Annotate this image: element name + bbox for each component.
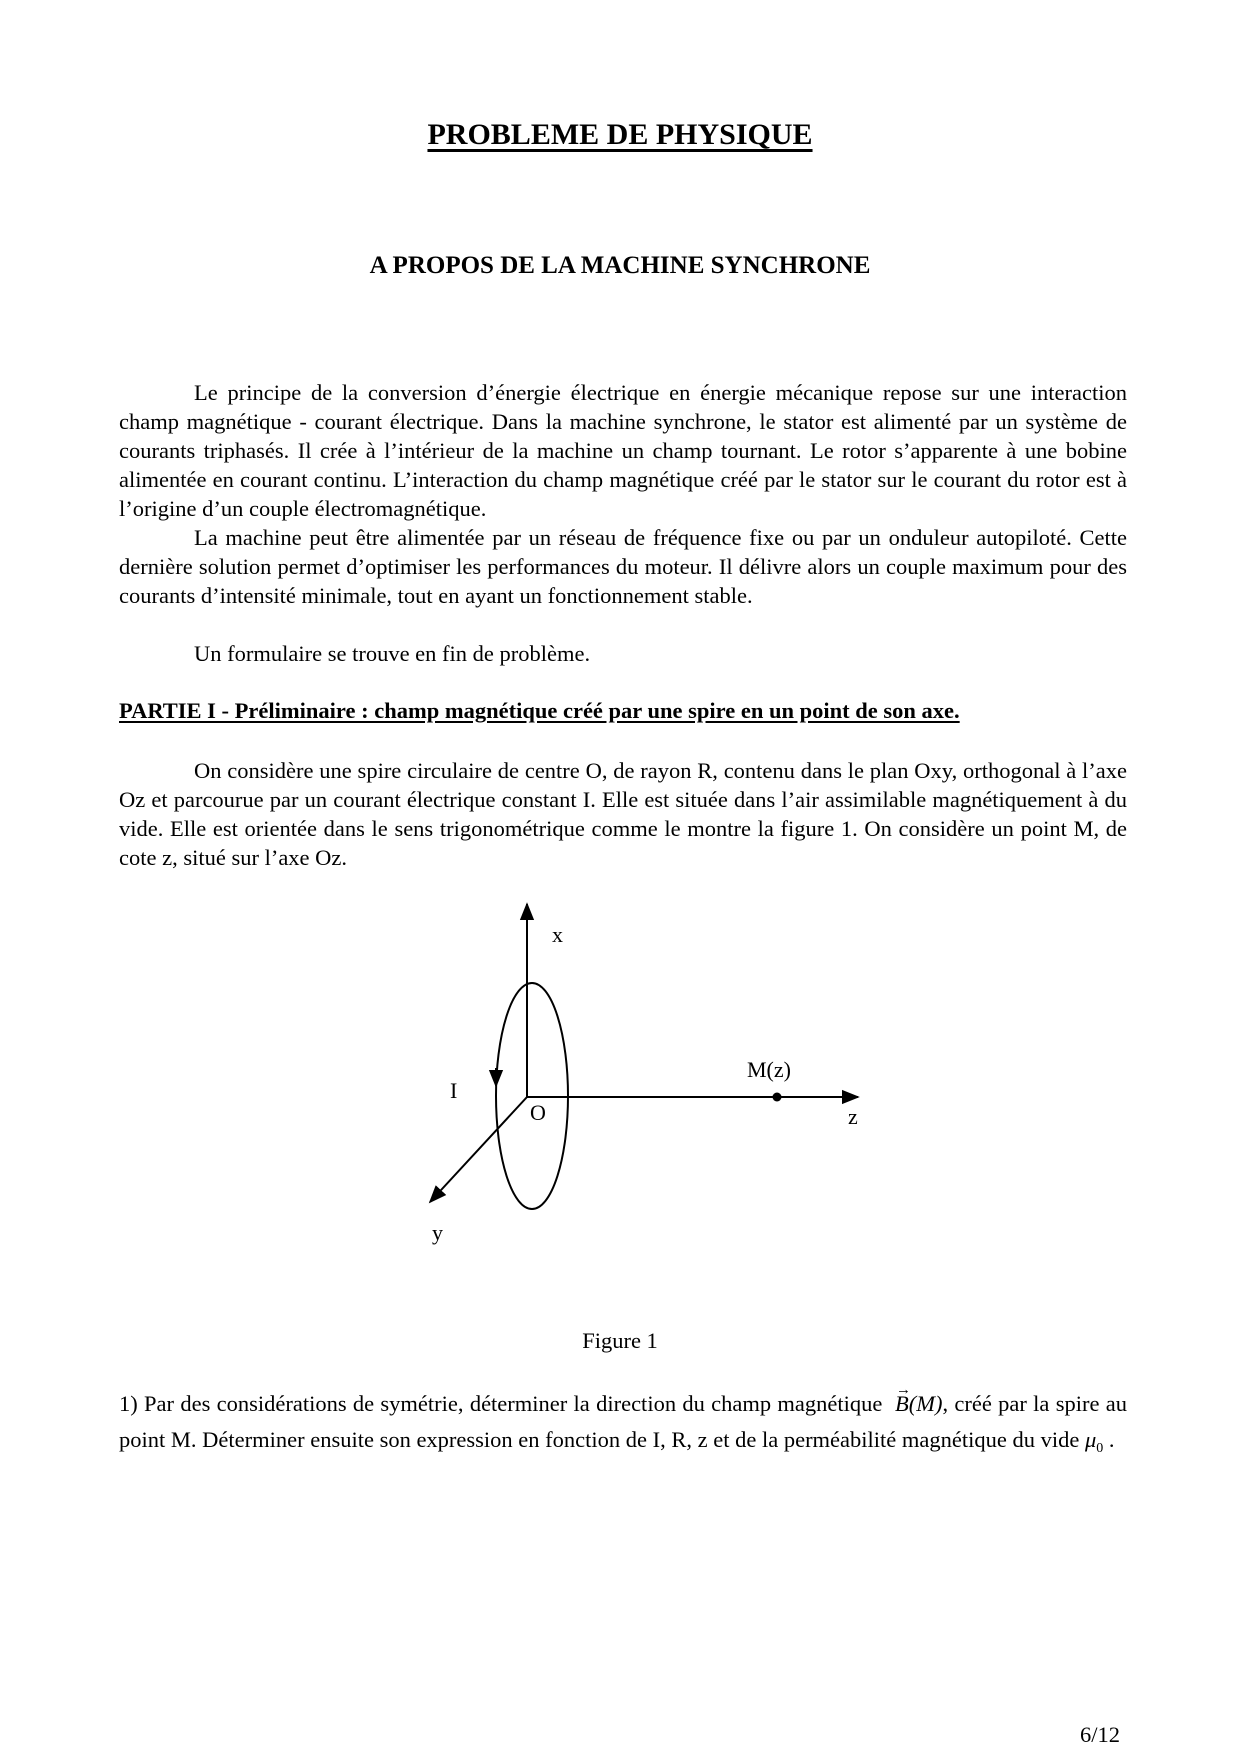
label-z: z — [848, 1104, 858, 1129]
figure-1-diagram — [400, 890, 880, 1250]
question-1-text-a: 1) Par des considérations de symétrie, déterminer la direction du champ magnétique — [119, 1391, 889, 1416]
page-number: 6/12 — [1080, 1722, 1121, 1747]
page-title: PROBLEME DE PHYSIQUE — [427, 118, 813, 151]
question-1-text-b: , créé par la spire au point M. Déterminer ensuite son expression en fonction de I, R, z et de la perméabilité magnétique du vide — [119, 1391, 1127, 1452]
intro-paragraph-2: La machine peut être alimentée par un réseau de fréquence fixe ou par un onduleur autopiloté. Cette dernière solution permet d’optimiser les performances du moteur. Il délivre alors un couple maximum pour des courants d’intensité minimale, tout en ayant un fonctionnement stable. — [119, 525, 1127, 608]
field-b-argument: (M) — [908, 1391, 943, 1416]
field-b-vector: → B — [895, 1386, 909, 1422]
question-1-text-c: . — [1103, 1427, 1115, 1452]
part-1-paragraph: On considère une spire circulaire de centre O, de rayon R, contenu dans le plan Oxy, orthogonal à l’axe Oz et parcourue par un courant électrique constant I. Elle est située dans l’air assimilable magnétiquement à du vide. Elle est orientée dans le sens trigonométrique comme le montre la figure 1. On considère un point M, de cote z, situé sur l’axe Oz. — [119, 758, 1127, 870]
intro-paragraph-1: Le principe de la conversion d’énergie électrique en énergie mécanique repose sur une interaction champ magnétique - courant électrique. Dans la machine synchrone, le stator est alimenté par un système de courants triphasés. Il crée à l’intérieur de la machine un champ tournant. Le rotor s’apparente à une bobine alimentée en courant continu. L’interaction du champ magnétique créé par le stator sur le courant du rotor est à l’origine d’un couple électromagnétique. — [119, 380, 1127, 521]
label-x: x — [552, 922, 563, 947]
question-1 — [119, 1386, 1127, 1467]
mu-symbol: μ — [1084, 1427, 1097, 1452]
label-y: y — [432, 1220, 443, 1245]
point-m — [773, 1093, 782, 1102]
intro-paragraph-3: Un formulaire se trouve en fin de problème. — [194, 641, 591, 666]
figure-caption: Figure 1 — [582, 1328, 658, 1353]
label-origin: O — [530, 1100, 546, 1125]
label-current: I — [450, 1078, 458, 1103]
mu-subscript: 0 — [1096, 1441, 1104, 1456]
y-axis — [430, 1097, 527, 1202]
part-1-heading: PARTIE I - Préliminaire : champ magnétique créé par une spire en un point de son axe. — [119, 698, 960, 723]
page-subtitle: A PROPOS DE LA MACHINE SYNCHRONE — [369, 252, 871, 279]
label-point-m: M(z) — [747, 1057, 791, 1082]
